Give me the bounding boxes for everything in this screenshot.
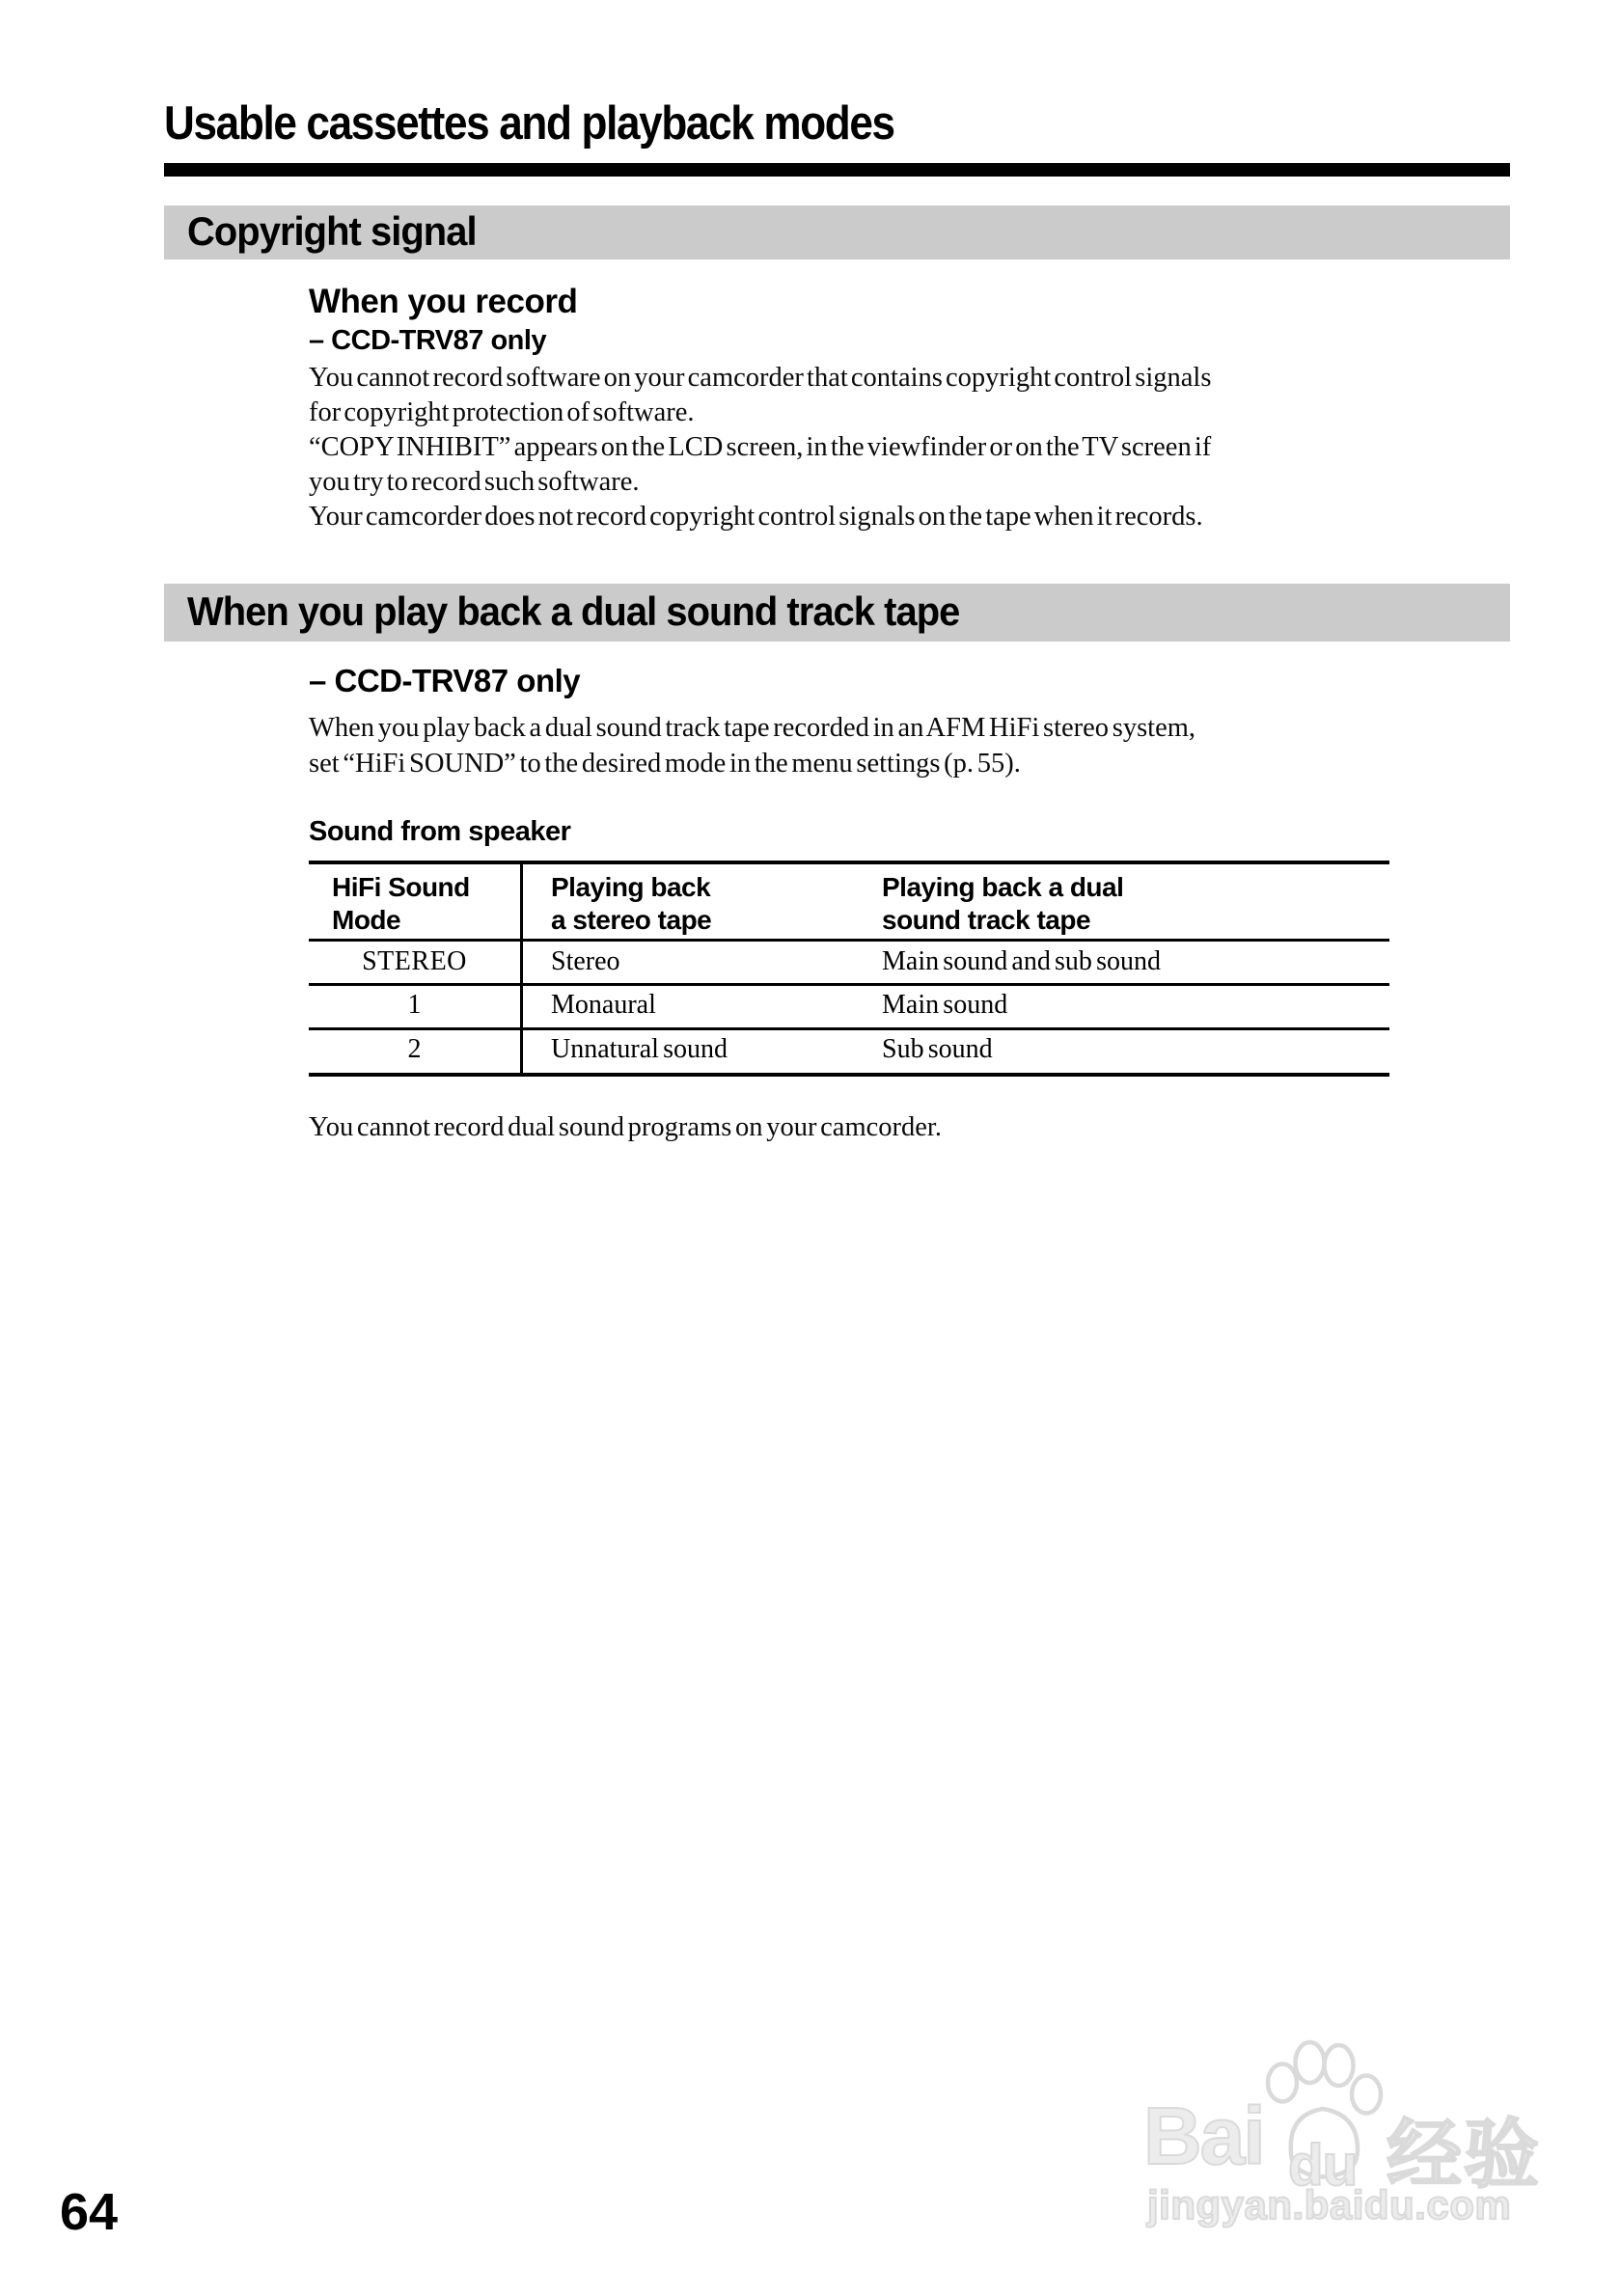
table-rule <box>309 983 1389 986</box>
section-bar-copyright-signal <box>164 205 1510 260</box>
column-header-hifi-sound-mode: HiFi Sound Mode <box>332 872 470 935</box>
paragraph-line: When you play back a dual sound track tape recorded in an AFM HiFi stereo system, <box>309 713 1196 743</box>
paragraph-line: you try to record such software. <box>309 467 640 497</box>
table-column-divider <box>520 861 523 1077</box>
table-cell-stereo-tape: Monaural <box>551 990 656 1020</box>
speaker-sound-table <box>309 861 1389 1077</box>
paragraph-line: “COPY INHIBIT” appears on the LCD screen, in the viewfinder or on the TV screen if <box>309 432 1212 462</box>
paragraph-line: Your camcorder does not record copyright control signals on the tape when it records. <box>309 502 1203 532</box>
watermark-url: jingyan.baidu.com <box>1147 2182 1512 2228</box>
paragraph-line: You cannot record software on your camcorder that contains copyright control signals <box>309 363 1212 393</box>
paragraph-line: for copyright protection of software. <box>309 397 695 427</box>
dual-sound-paragraph <box>309 710 1195 781</box>
section-bar-label: Copyright signal <box>187 208 477 255</box>
column-header-dual-sound-track-tape: Playing back a dual sound track tape <box>882 872 1124 935</box>
model-note: – CCD-TRV87 only <box>309 325 547 356</box>
table-cell-mode: 1 <box>407 990 422 1020</box>
table-cell-mode: 2 <box>407 1034 422 1064</box>
table-cell-dual-tape: Main sound and sub sound <box>882 946 1162 976</box>
table-cell-dual-tape: Sub sound <box>882 1034 993 1064</box>
table-rule <box>309 1027 1389 1030</box>
section-bar-label: When you play back a dual sound track tape <box>187 588 960 635</box>
baidu-logo-text: du <box>1288 2133 1358 2198</box>
table-cell-stereo-tape: Unnatural sound <box>551 1034 728 1064</box>
baidu-jingyan-cn-text: 经验 <box>1387 2112 1542 2197</box>
table-cell-stereo-tape: Stereo <box>551 946 620 976</box>
title-divider-rule <box>164 163 1510 177</box>
closing-note: You cannot record dual sound programs on your camcorder. <box>309 1112 942 1142</box>
page-title: Usable cassettes and playback modes <box>164 97 894 150</box>
paragraph-line: set “HiFi SOUND” to the desired mode in the menu settings (p. 55). <box>309 749 1021 779</box>
table-rule <box>309 939 1389 942</box>
baidu-jingyan-watermark <box>1143 2043 1549 2246</box>
table-rule <box>309 1073 1389 1077</box>
table-caption: Sound from speaker <box>309 816 571 847</box>
table-rule <box>309 861 1389 864</box>
subsection-heading-when-you-record: When you record <box>309 283 578 320</box>
table-cell-dual-tape: Main sound <box>882 990 1008 1020</box>
table-cell-mode: STEREO <box>362 946 467 976</box>
section-bar-dual-sound-track <box>164 584 1510 642</box>
column-header-stereo-tape: Playing back a stereo tape <box>551 872 712 935</box>
page-number: 64 <box>60 2183 119 2241</box>
baidu-logo-text: Bai <box>1143 2091 1264 2181</box>
copyright-paragraph <box>309 361 1211 534</box>
model-note: – CCD-TRV87 only <box>309 663 581 698</box>
